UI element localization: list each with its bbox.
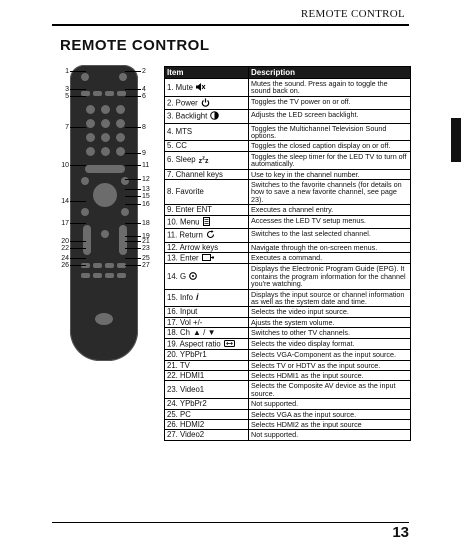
side-tab: [451, 118, 461, 162]
item-label: 12. Arrow keys: [167, 242, 219, 252]
item-description: Selects VGA as the input source.: [249, 409, 411, 419]
remote-number-button: [116, 133, 125, 142]
callout-number: 21: [142, 238, 150, 245]
callout-leader: [125, 258, 141, 259]
item-label: 1. Mute: [167, 82, 194, 92]
item-description: Selects HDMI2 as the input source: [249, 420, 411, 430]
callout-leader: [125, 153, 141, 154]
remote-source-button: [81, 273, 90, 278]
callout-leader: [125, 196, 141, 197]
return-icon: [206, 232, 215, 241]
callout-number: 9: [142, 150, 146, 157]
table-row: [165, 317, 411, 327]
item-description: Not supported.: [249, 399, 411, 409]
remote-enter-row: [85, 165, 125, 173]
item-label: 3. Backlight: [167, 111, 208, 121]
table-row: [165, 110, 411, 123]
item-label: 21. TV: [167, 360, 190, 370]
callout-leader: [70, 241, 86, 242]
item-label: 20. YPbPr1: [167, 350, 207, 360]
callout-number: 14: [61, 198, 69, 205]
item-description: Displays the Electronic Program Guide (EPG). It contains the program information for the channel you're watching.: [249, 264, 411, 289]
remote-number-button: [86, 119, 95, 128]
item-label: 14. G: [167, 271, 187, 281]
table-row: [165, 430, 411, 440]
remote-number-button: [116, 119, 125, 128]
callout-number: 26: [61, 262, 69, 269]
remote-diagram: [61, 65, 149, 363]
callout-leader: [70, 165, 86, 166]
item-label: 10. Menu: [167, 216, 200, 226]
item-description: Selects the video input source.: [249, 307, 411, 317]
updown-icon: ▲ / ▼: [192, 328, 216, 338]
table-row: [165, 205, 411, 215]
remote-source-button: [117, 273, 126, 278]
remote-number-button: [86, 147, 95, 156]
remote-dpad: [93, 183, 117, 207]
menu-icon: [203, 219, 210, 228]
table-row: [165, 123, 411, 141]
callout-leader: [125, 179, 141, 180]
item-description: Ajusts the system volume.: [249, 317, 411, 327]
item-label: 23. Video1: [167, 385, 205, 395]
item-description: Toggles the Multichannel Television Sound options.: [249, 123, 411, 141]
callout-leader: [125, 265, 141, 266]
table-row: [165, 242, 411, 252]
table-row: [165, 338, 411, 349]
callout-leader: [125, 127, 141, 128]
remote-ch-rocker: [119, 225, 127, 255]
running-header: REMOTE CONTROL: [300, 8, 405, 20]
backlight-icon: [210, 113, 219, 122]
aspect-icon: [224, 340, 235, 349]
remote-number-button: [101, 119, 110, 128]
callout-number: 1: [65, 68, 69, 75]
remote-function-button: [93, 91, 102, 96]
page-number: 13: [392, 524, 409, 541]
callout-number: 4: [142, 86, 146, 93]
table-row: [165, 141, 411, 151]
callout-number: 3: [65, 86, 69, 93]
callout-number: 16: [142, 201, 150, 208]
table-row: [165, 420, 411, 430]
callout-leader: [125, 189, 141, 190]
item-description: Displays the input source or channel information as well as the system date and time.: [249, 289, 411, 307]
item-description: Switches to the favorite channels (for details on how to save a new favorite channel, see page 23).: [249, 180, 411, 205]
callout-leader: [125, 248, 141, 249]
item-description: Switches to the last selected channel.: [249, 229, 411, 242]
item-label: 7. Channel keys: [167, 169, 223, 179]
callout-leader: [70, 71, 86, 72]
callout-leader: [125, 71, 141, 72]
remote-number-button: [86, 105, 95, 114]
remote-source-button: [93, 263, 102, 268]
item-label: 11. Return: [167, 230, 203, 240]
callout-number: 7: [65, 124, 69, 131]
item-label: 18. Ch: [167, 328, 190, 338]
callout-number: 15: [142, 193, 150, 200]
item-description: Selects the Composite AV device as the input source.: [249, 381, 411, 399]
item-label: 2. Power: [167, 98, 198, 108]
callout-number: 23: [142, 245, 150, 252]
callout-number: 20: [61, 238, 69, 245]
table-row: [165, 409, 411, 419]
item-label: 16. Input: [167, 307, 198, 317]
item-description: Accesses the LED TV setup menus.: [249, 215, 411, 228]
callout-number: 13: [142, 186, 150, 193]
remote-info-button: [121, 208, 129, 216]
item-label: 22. HDMI1: [167, 371, 205, 381]
table-row: [165, 180, 411, 205]
item-description: Executes a channel entry.: [249, 205, 411, 215]
item-description: Toggles the TV power on or off.: [249, 96, 411, 109]
item-label: 17. Vol +/-: [167, 317, 203, 327]
table-row: [165, 151, 411, 169]
header-rule: [52, 24, 409, 26]
callout-leader: [70, 223, 86, 224]
callout-number: 24: [61, 255, 69, 262]
callout-leader: [70, 96, 86, 97]
item-description: Executes a command.: [249, 252, 411, 263]
remote-menu-button: [81, 177, 89, 185]
remote-logo: [95, 313, 113, 325]
item-description: Not supported.: [249, 430, 411, 440]
item-description: Toggles the sleep timer for the LED TV to turn off automatically.: [249, 151, 411, 169]
remote-input-button: [101, 230, 109, 238]
remote-number-button: [101, 133, 110, 142]
callout-leader: [125, 204, 141, 205]
remote-number-button: [116, 147, 125, 156]
table-row: [165, 328, 411, 339]
remote-guide-button: [81, 208, 89, 216]
item-description: Adjusts the LED screen backlight.: [249, 110, 411, 123]
item-description: Mutes the sound. Press again to toggle the sound back on.: [249, 79, 411, 97]
guide-icon: [189, 273, 197, 282]
callout-leader: [70, 89, 86, 90]
callout-leader: [70, 258, 86, 259]
callout-leader: [125, 223, 141, 224]
callout-leader: [70, 265, 86, 266]
remote-number-button: [101, 105, 110, 114]
item-label: 25. PC: [167, 409, 191, 419]
item-label: 19. Aspect ratio: [167, 339, 221, 349]
table-row: [165, 96, 411, 109]
callout-number: 17: [61, 220, 69, 227]
callout-leader: [70, 127, 86, 128]
remote-source-button: [93, 273, 102, 278]
item-label: 27. Video2: [167, 430, 205, 440]
info-icon: i: [196, 292, 199, 303]
zz-icon: $z^zz$: [198, 155, 209, 165]
remote-power-button: [119, 73, 127, 81]
mute-icon: [196, 84, 206, 93]
remote-number-button: [101, 147, 110, 156]
table-row: [165, 264, 411, 289]
item-description: Toggles the closed caption display on or off.: [249, 141, 411, 151]
callout-number: 12: [142, 176, 150, 183]
table-row: [165, 360, 411, 370]
callout-number: 11: [142, 162, 150, 169]
remote-table: [164, 66, 411, 441]
remote-source-button: [105, 263, 114, 268]
item-label: 5. CC: [167, 141, 187, 151]
remote-source-button: [105, 273, 114, 278]
table-row: [165, 289, 411, 307]
item-description: Navigate through the on-screen menus.: [249, 242, 411, 252]
item-description: Selects HDMI1 as the input source.: [249, 371, 411, 381]
item-description: Switches to other TV channels.: [249, 328, 411, 339]
page-title: REMOTE CONTROL: [60, 37, 210, 54]
enter-icon: [202, 254, 214, 263]
item-label: 6. Sleep: [167, 155, 196, 165]
callout-number: 22: [61, 245, 69, 252]
item-description: Selects the video display format.: [249, 338, 411, 349]
table-row: [165, 307, 411, 317]
footer-rule: [52, 522, 409, 523]
callout-leader: [125, 241, 141, 242]
remote-number-button: [116, 105, 125, 114]
callout-leader: [125, 165, 141, 166]
power-icon: [201, 100, 210, 109]
item-label: 26. HDMI2: [167, 420, 205, 430]
column-header-item: Item: [165, 67, 249, 79]
remote-function-button: [105, 91, 114, 96]
table-row: [165, 252, 411, 263]
item-description: Selects TV or HDTV as the input source.: [249, 360, 411, 370]
item-description: Use to key in the channel number.: [249, 169, 411, 179]
callout-leader: [70, 201, 86, 202]
table-row: [165, 229, 411, 242]
callout-number: 25: [142, 255, 150, 262]
callout-number: 18: [142, 220, 150, 227]
callout-number: 10: [61, 162, 69, 169]
remote-number-button: [86, 133, 95, 142]
callout-number: 6: [142, 93, 146, 100]
table-row: [165, 169, 411, 179]
callout-leader: [125, 236, 141, 237]
callout-leader: [125, 96, 141, 97]
table-row: [165, 215, 411, 228]
table-row: [165, 371, 411, 381]
item-label: 9. Enter ENT: [167, 205, 213, 215]
item-label: 15. Info: [167, 293, 194, 303]
table-row: [165, 350, 411, 360]
item-label: 13. Enter: [167, 253, 199, 263]
item-description: Selects VGA-Component as the input source.: [249, 350, 411, 360]
item-label: 8. Favorite: [167, 187, 204, 197]
item-label: 24. YPbPr2: [167, 399, 207, 409]
callout-number: 19: [142, 233, 150, 240]
callout-leader: [125, 89, 141, 90]
column-header-description: Description: [249, 67, 411, 79]
table-row: [165, 399, 411, 409]
callout-number: 5: [65, 93, 69, 100]
callout-number: 2: [142, 68, 146, 75]
table-row: [165, 79, 411, 97]
callout-leader: [70, 248, 86, 249]
table-row: [165, 381, 411, 399]
remote-mute-button: [81, 73, 89, 81]
callout-number: 27: [142, 262, 150, 269]
item-label: 4. MTS: [167, 127, 193, 137]
remote-vol-rocker: [83, 225, 91, 255]
callout-number: 8: [142, 124, 146, 131]
